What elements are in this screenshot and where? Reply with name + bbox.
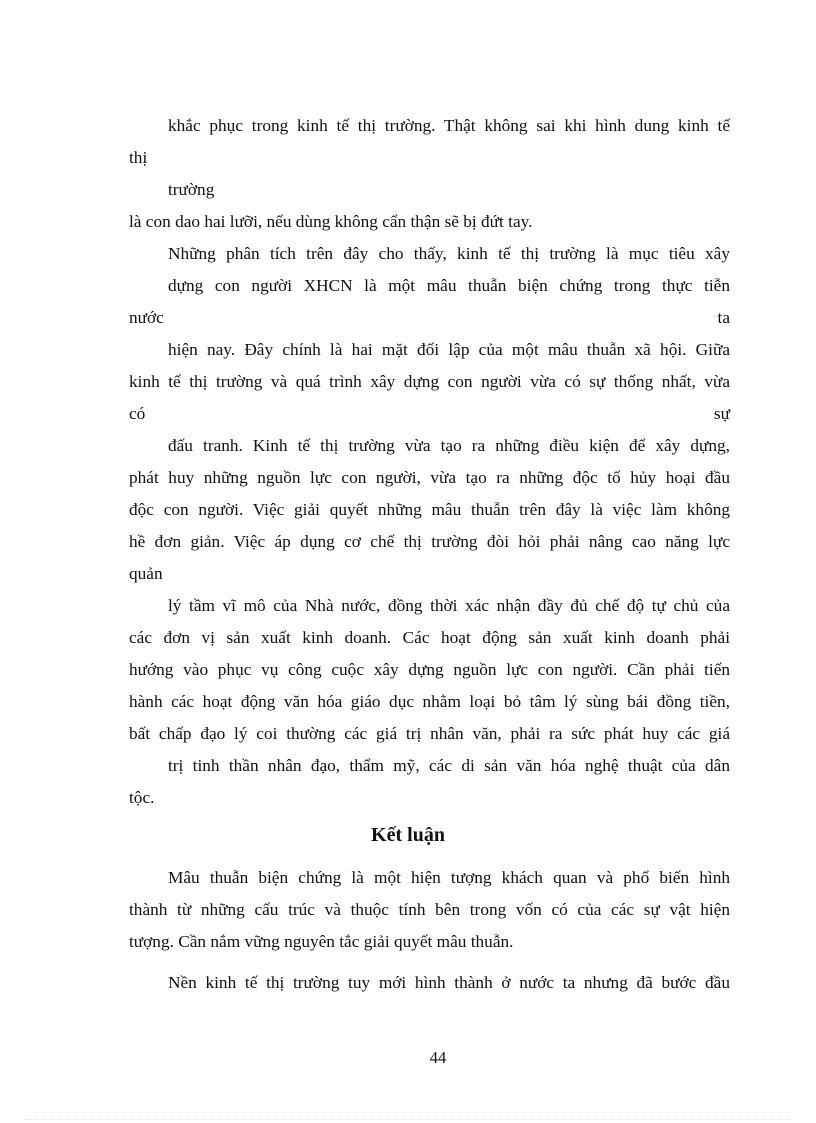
body-line: kinh tế thị trường và quá trình xây dựng con người vừa có sự thống nhất, vừa <box>129 372 730 391</box>
body-line: Những phân tích trên đây cho thấy, kinh tế thị trường là mục tiêu xây <box>168 244 730 263</box>
page-number: 44 <box>429 1048 447 1067</box>
body-word: có <box>129 404 146 423</box>
body-line: bất chấp đạo lý coi thường các giá trị nhân văn, phải ra sức phát huy các giá <box>129 724 730 743</box>
body-line-split <box>129 398 730 430</box>
body-line: độc con người. Việc giải quyết những mâu thuẫn trên đây là việc làm không <box>129 500 730 519</box>
conclusion-line: Nền kinh tế thị trường tuy mới hình thành ở nước ta nhưng đã bước đầu <box>168 973 730 992</box>
body-line: quản <box>129 564 163 583</box>
body-line: trường <box>168 180 215 199</box>
body-line: tộc. <box>129 788 155 807</box>
body-word: nước <box>129 308 164 327</box>
conclusion-line: thành từ những cấu trúc và thuộc tính bên trong vốn có của các sự vật hiện <box>129 900 730 919</box>
body-line: hướng vào phục vụ công cuộc xây dựng nguồn lực con người. Cần phải tiến <box>129 660 730 679</box>
body-line: hiện nay. Đây chính là hai mặt đối lập của một mâu thuẫn xã hội. Giữa <box>168 340 730 359</box>
footer-divider <box>24 1119 792 1120</box>
body-line: phát huy những nguồn lực con người, vừa tạo ra những độc tố hủy hoại đầu <box>129 468 730 487</box>
body-line: hề đơn giản. Việc áp dụng cơ chế thị trường đòi hỏi phải nâng cao năng lực <box>129 532 730 551</box>
section-heading: Kết luận <box>371 824 445 846</box>
body-line: khắc phục trong kinh tế thị trường. Thật không sai khi hình dung kinh tế <box>168 116 730 135</box>
body-line: dựng con người XHCN là một mâu thuẫn biện chứng trong thực tiễn <box>168 276 730 295</box>
body-line: các đơn vị sản xuất kinh doanh. Các hoạt động sản xuất kinh doanh phải <box>129 628 730 647</box>
body-word: sự <box>713 404 730 423</box>
conclusion-line: Mâu thuẫn biện chứng là một hiện tượng khách quan và phổ biến hình <box>168 868 730 887</box>
body-line-split <box>129 302 730 334</box>
body-line: trị tinh thần nhân đạo, thẩm mỹ, các di sản văn hóa nghệ thuật của dân <box>168 756 730 775</box>
body-line: là con dao hai lưỡi, nếu dùng không cẩn thận sẽ bị đứt tay. <box>129 212 533 231</box>
body-line: hành các hoạt động văn hóa giáo dục nhằm loại bỏ tâm lý sùng bái đồng tiền, <box>129 692 730 711</box>
body-word: ta <box>717 308 730 327</box>
conclusion-line: tượng. Cần nắm vững nguyên tắc giải quyết mâu thuẫn. <box>129 932 514 951</box>
body-line: đấu tranh. Kinh tế thị trường vừa tạo ra những điều kiện để xây dựng, <box>168 436 730 455</box>
body-line: thị <box>129 148 148 167</box>
body-line: lý tầm vĩ mô của Nhà nước, đồng thời xác nhận đầy đủ chế độ tự chủ của <box>168 596 730 615</box>
